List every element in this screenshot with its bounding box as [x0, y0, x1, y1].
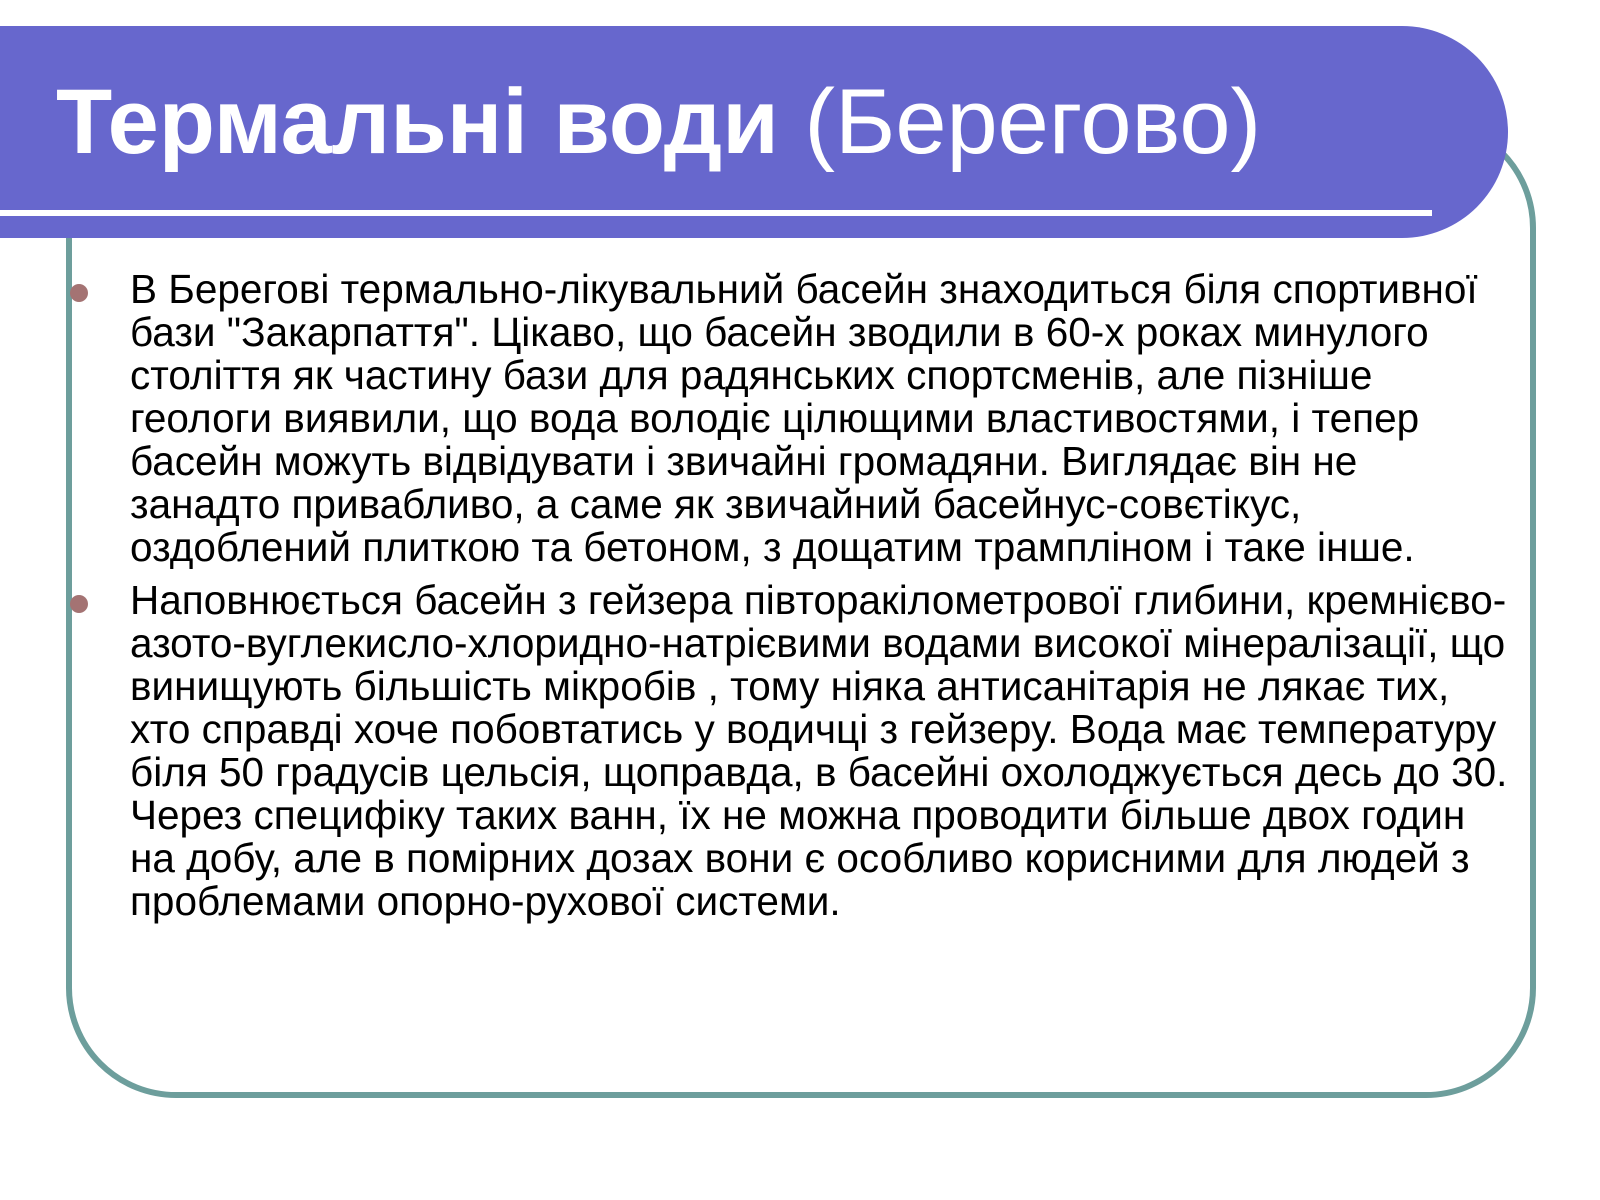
bullet-text: В Берегові термально-лікувальний басейн знаходиться біля спортивної бази "Закарпаття". Цікаво, що басейн зводили в 60-х роках минулого століття як частину бази для радянських спортсменів, але пізніше геологи виявили, що вода володіє цілющими властивостями, і тепер басейн можуть відвідувати і звичайні громадяни. Виглядає він не занадто привабливо, а саме як звичайний басейнус-совєтікус, оздоблений плиткою та бетоном, з дощатим трампліном і таке інше. [130, 266, 1478, 570]
bullet-text: Наповнюється басейн з гейзера півторакілометрової глибини, кремнієво-азото-вуглекисло-хлоридно-натрієвими водами високої мінералізації, що винищують більшість мікробів , тому ніяка антисанітарія не лякає тих, хто справді хоче побовтатись у водичці з гейзеру. Вода має температуру біля 50 градусів цельсія, щоправда, в басейні охолоджується десь до 30. Через специфіку таких ванн, їх не можна проводити більше двох годин на добу, але в помірних дозах вони є особливо корисними для людей з проблемами опорно-рухової системи. [130, 577, 1508, 924]
page-title-bold: Термальні води [56, 71, 779, 173]
bullet-dot-icon [70, 284, 88, 302]
title-underline [0, 210, 1432, 216]
page-title [56, 66, 1261, 178]
page-title-regular: (Берегово) [804, 71, 1262, 173]
bullet-item [130, 268, 1510, 569]
bullet-item [130, 579, 1510, 923]
bullet-dot-icon [70, 595, 88, 613]
bullet-list [130, 268, 1510, 933]
